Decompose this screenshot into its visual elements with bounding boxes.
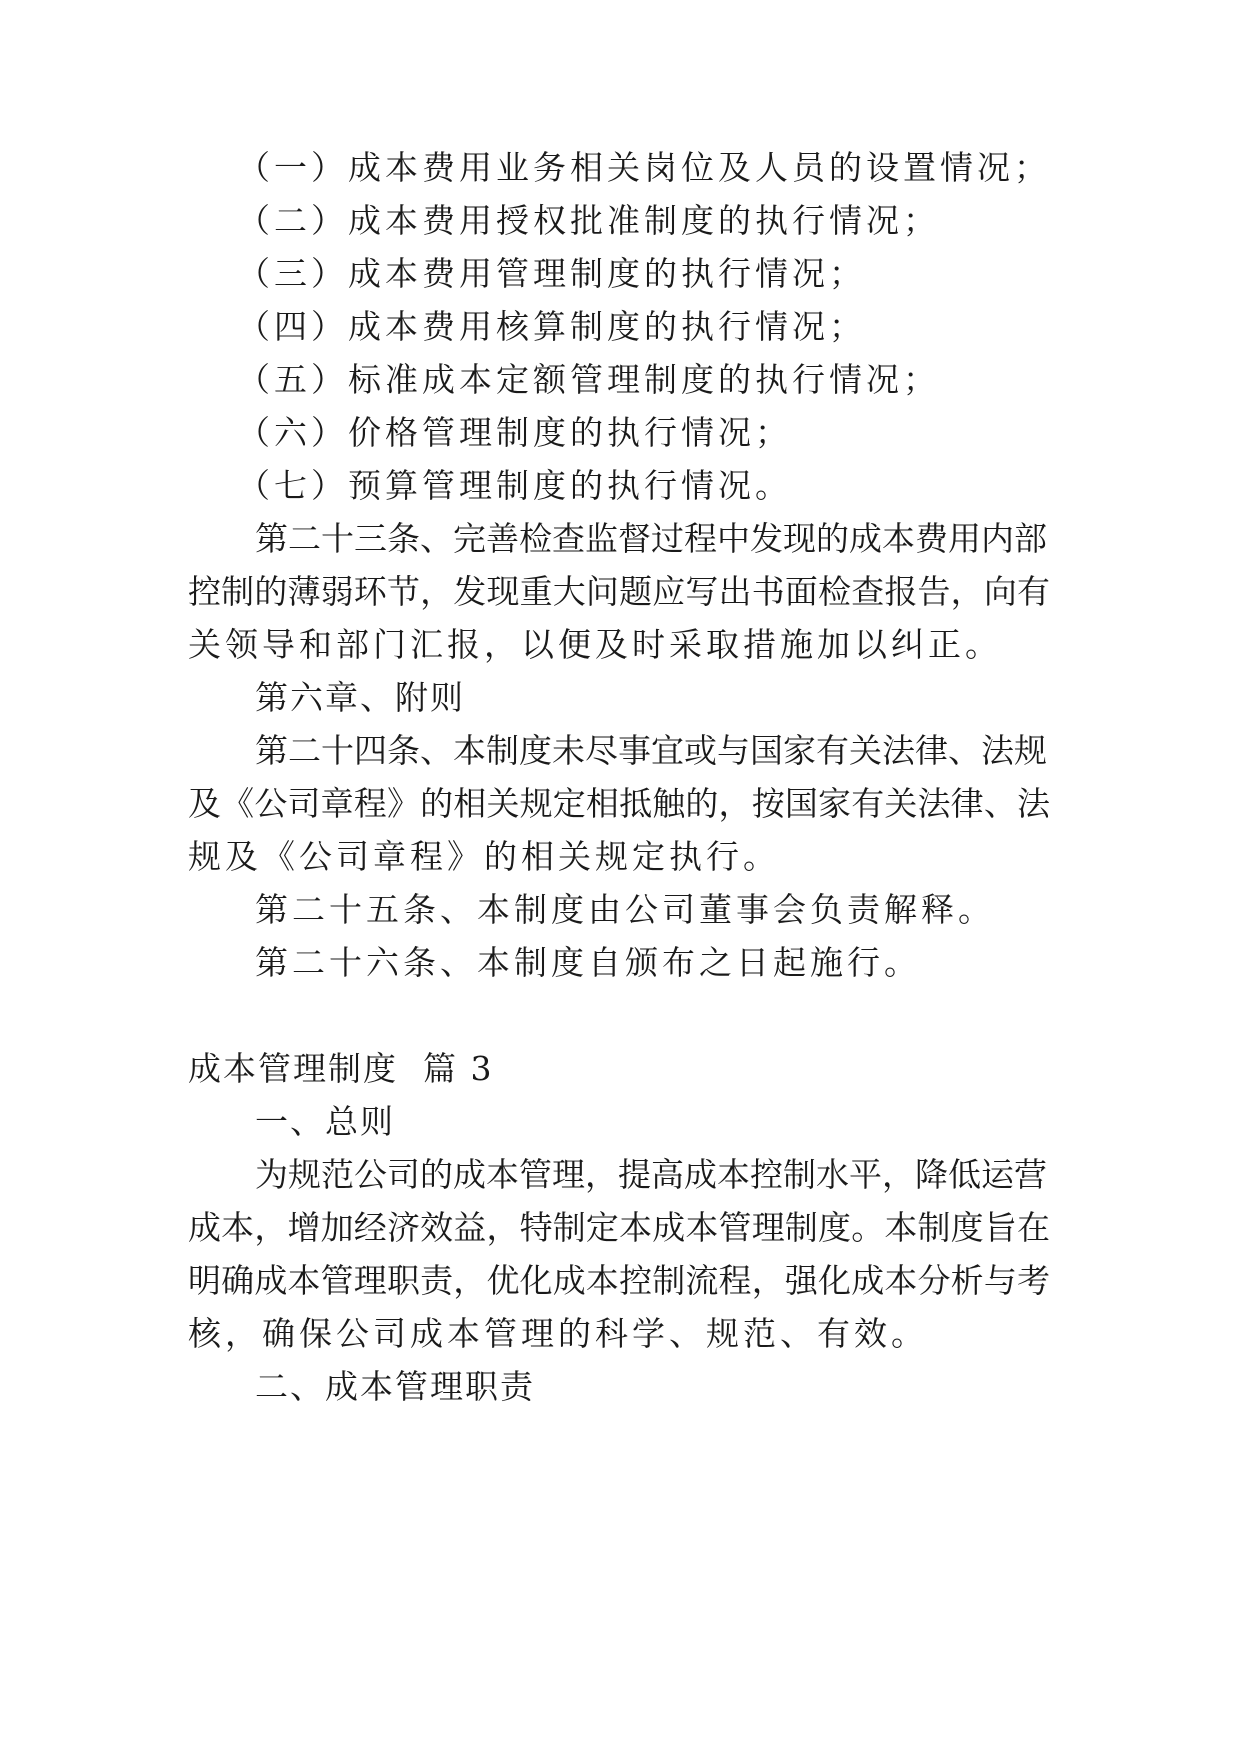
article-23-line: 控制的薄弱环节，发现重大问题应写出书面检查报告，向有 <box>188 572 1050 611</box>
article-24-line: 规及《公司章程》的相关规定执行。 <box>188 837 780 876</box>
article-25: 第二十五条、本制度由公司董事会负责解释。 <box>255 890 995 929</box>
list-item: （七）预算管理制度的执行情况。 <box>237 466 792 505</box>
article-24-line: 第二十四条、本制度未尽事宜或与国家有关法律、法规 <box>255 731 1047 770</box>
list-item: （五）标准成本定额管理制度的执行情况； <box>237 360 940 399</box>
section-title: 成本管理制度 篇 3 <box>188 1049 494 1088</box>
general-para-line: 核，确保公司成本管理的科学、规范、有效。 <box>188 1314 928 1353</box>
list-item: （三）成本费用管理制度的执行情况； <box>237 254 866 293</box>
general-heading: 一、总则 <box>255 1102 395 1141</box>
chapter-heading: 第六章、附则 <box>255 678 465 717</box>
list-item: （一）成本费用业务相关岗位及人员的设置情况； <box>237 148 1051 187</box>
list-item: （六）价格管理制度的执行情况； <box>237 413 792 452</box>
article-26: 第二十六条、本制度自颁布之日起施行。 <box>255 943 921 982</box>
general-para-line: 为规范公司的成本管理，提高成本控制水平，降低运营 <box>255 1155 1047 1194</box>
article-23-line: 关领导和部门汇报，以便及时采取措施加以纠正。 <box>188 625 1002 664</box>
article-24-line: 及《公司章程》的相关规定相抵触的，按国家有关法律、法 <box>188 784 1050 823</box>
general-para-line: 成本，增加经济效益，特制定本成本管理制度。本制度旨在 <box>188 1208 1050 1247</box>
list-item: （四）成本费用核算制度的执行情况； <box>237 307 866 346</box>
article-23-line: 第二十三条、完善检查监督过程中发现的成本费用内部 <box>255 519 1047 558</box>
list-item: （二）成本费用授权批准制度的执行情况； <box>237 201 940 240</box>
duties-heading: 二、成本管理职责 <box>255 1367 535 1406</box>
general-para-line: 明确成本管理职责，优化成本控制流程，强化成本分析与考 <box>188 1261 1050 1300</box>
